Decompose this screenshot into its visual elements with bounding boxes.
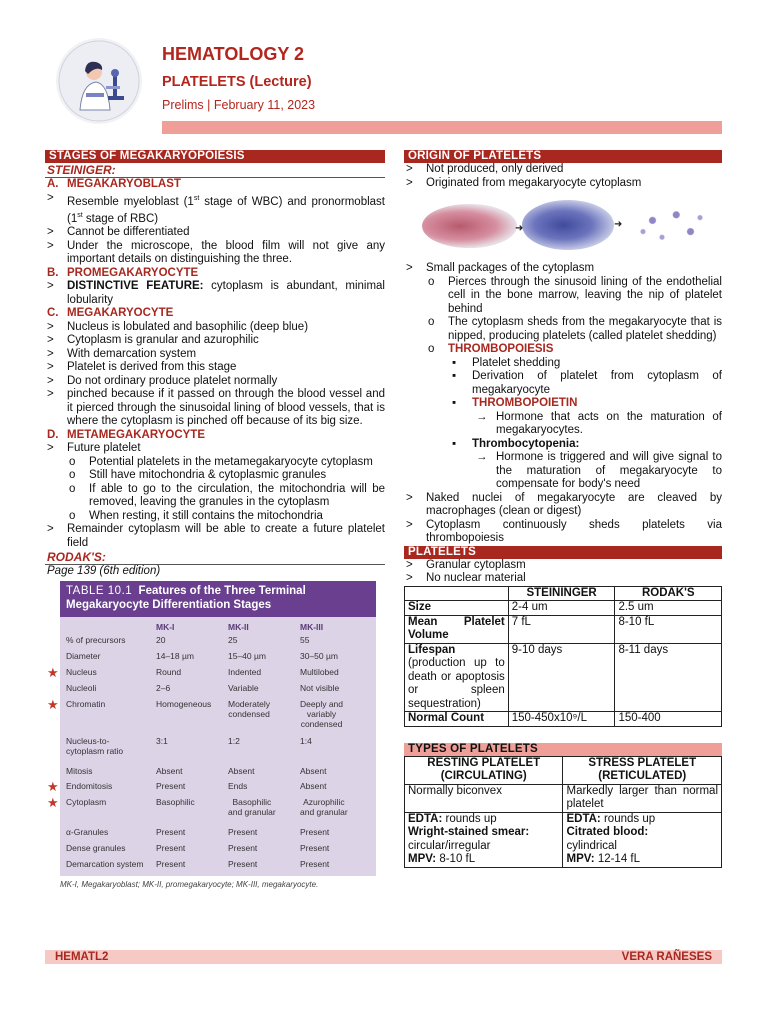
list-subitem: ▪ Platelet shedding (452, 356, 561, 369)
list-item: > With demarcation system (47, 347, 197, 360)
table-row: Size 2-4 um 2.5 um (405, 601, 722, 616)
list-subitem: o When resting, it still contains the mitochondria (69, 509, 323, 522)
star-icon: ★ (47, 696, 59, 712)
stage-a-heading: A. MEGAKARYOBLAST (47, 178, 181, 190)
list-item: > DISTINCTIVE FEATURE: cytoplasm is abundant, minimal lobularity (47, 280, 385, 306)
list-item: > Platelet is derived from this stage (47, 361, 237, 374)
table-10-1: TABLE 10.1 Features of the Three Terminal Megakaryocyte Differentiation Stages MK-I MK-II MK-III % of precursors 20 25 55 Diameter 14–18 µm 15–40 µm 30–50 µm Nucleus Round Indented Multilobed ★ Nucleoli 2–6 Variable Not visible Chromatin Homogeneous Moderately condensed Deeply and variably condensed ★ Nucleus-to- cytoplasm ratio 3:1 1:2 1:4 Mitosis Absent Absent Absent Endomitosis Present Ends Absent ★ Cytoplasm Basophilic Basophilic and granular Azurophilic and granular ★ α-Granules Present Present Present Dense granules Present Present Present Demarcation system Present Present Present (60, 581, 376, 876)
types-of-platelets (404, 743, 722, 868)
column-header: MK-III (300, 621, 324, 632)
list-item: > Originated from megakaryocyte cytoplasm (406, 176, 642, 189)
star-icon: ★ (47, 794, 59, 810)
table-row: Normal Count 150-450x10⁹/L 150-400 (405, 712, 722, 727)
list-item: > Nucleus is lobulated and basophilic (deep blue) (47, 320, 309, 333)
star-icon: ★ (47, 778, 59, 794)
footer-author: VERA RAÑESES (621, 951, 712, 963)
list-subitem: o Still have mitochondria & cytoplasmic granules (69, 469, 327, 482)
section-types-title: TYPES OF PLATELETS (404, 743, 722, 756)
list-item: > No nuclear material (406, 572, 526, 584)
section-stages-title: STAGES OF MEGAKARYOPOIESIS (45, 150, 385, 163)
list-item: > Do not ordinary produce platelet normally (47, 374, 278, 387)
column-header: MK-I (156, 621, 175, 632)
list-item: > Future platelet (47, 442, 141, 455)
list-subitem: ▪ Thrombocytopenia: (452, 437, 580, 450)
list-item: > Granular cytoplasm (406, 558, 526, 571)
list-subitem: o The cytoplasm sheds from the megakaryocyte that is nipped, producing platelets (called platelet shedding) (428, 316, 722, 342)
platelets-image (624, 198, 719, 254)
table-row: EDTA: rounds up Wright-stained smear: circular/irregular MPV: 8-10 fL EDTA: rounds up Citrated blood: cylindrical MPV: 12-14 fL (405, 812, 722, 867)
list-subitem: ▪ Derivation of platelet from cytoplasm of megakaryocyte (452, 370, 722, 396)
list-subitem: o If able to go to the circulation, the mitochondria will be removed, leaving the granules in the cytoplasm (69, 482, 385, 509)
header-bar (162, 121, 722, 134)
table-row: Mean Platelet Volume 7 fL 8-10 fL (405, 615, 722, 643)
platelets-table (404, 586, 722, 727)
list-subitem: o Pierces through the sinusoid lining of the endothelial cell in the bone marrow, leaving the nip of platelet behind (428, 275, 722, 315)
source-steiniger: STEINIGER: (45, 163, 385, 178)
list-item: > Resemble myeloblast (1st stage of WBC) and pronormoblast (1st stage of RBC) (47, 191, 385, 225)
stage-c-heading: C. MEGAKARYOCYTE (47, 307, 174, 320)
document-meta: Prelims | February 11, 2023 (162, 98, 316, 112)
table-footnote: MK-I, Megakaryoblast; MK-II, promegakaryocyte; MK-III, megakaryocyte. (60, 879, 319, 889)
list-item: > Remainder cytoplasm will be able to create a future platelet field (47, 523, 385, 549)
list-item: > Cytoplasm continuously sheds platelets via thrombopoiesis (406, 518, 722, 544)
list-subitem: ▪ THROMBOPOIETIN (452, 397, 578, 409)
table-row: RESTING PLATELET (CIRCULATING) STRESS PLATELET (RETICULATED) (405, 756, 722, 784)
page-reference: Page 139 (6th edition) (47, 565, 161, 578)
section-platelets-title: PLATELETS (404, 546, 722, 559)
arrow-right-icon: ➜ (614, 219, 623, 230)
list-item: > Not produced, only derived (406, 163, 564, 175)
footer-course-code: HEMATL2 (55, 951, 109, 963)
megakaryocyte-image (422, 204, 517, 248)
platelet-types-table (404, 756, 722, 868)
table-row: STEININGER RODAK'S (405, 586, 722, 601)
megakaryocyte-proplatelet-image (522, 200, 614, 250)
table-10-1-column-headers (60, 619, 376, 632)
column-header: MK-II (228, 621, 249, 632)
list-item: > Naked nuclei of megakaryocyte are cleaved by macrophages (clean or digest) (406, 491, 722, 517)
list-item: > pinched because if it passed on through the blood vessel and it pierced through the sinusoidal lining of blood vessels, that is where the cytoplasm is pinched off because of its big size. (47, 388, 385, 428)
list-item: > Cannot be differentiated (47, 226, 190, 239)
source-rodaks: RODAK'S: (45, 550, 385, 565)
page-footer (45, 950, 722, 964)
list-item: > Under the microscope, the blood film will not give any important details on distinguishing the three. (47, 239, 385, 266)
table-row: Normally biconvex Markedly larger than normal platelet (405, 784, 722, 812)
list-subitem: o THROMBOPOIESIS (428, 343, 554, 355)
megakaryocyte-figure (404, 192, 722, 260)
list-subitem: → Hormone is triggered and will give signal to the maturation of megakaryocyte to compensate for body's need (476, 451, 722, 490)
left-column (45, 150, 385, 891)
logo (56, 38, 142, 124)
stage-b-heading: B. PROMEGAKARYOCYTE (47, 266, 199, 279)
list-subitem: → Hormone that acts on the maturation of megakaryocytes. (476, 410, 722, 436)
right-column (404, 150, 722, 868)
table-row: Lifespan (production up to death or apoptosis or spleen sequestration) 9-10 days 8-11 days (405, 643, 722, 712)
document-subtitle: PLATELETS (Lecture) (162, 74, 312, 90)
section-origin-title: ORIGIN OF PLATELETS (404, 150, 722, 163)
arrow-right-icon: ➜ (515, 223, 524, 234)
star-icon: ★ (47, 664, 59, 680)
list-subitem: o Potential platelets in the metamegakaryocyte cytoplasm (69, 455, 373, 468)
stage-d-heading: D. METAMEGAKARYOCYTE (47, 428, 205, 441)
scientist-microscope-icon (56, 38, 142, 124)
table-10-1-header: TABLE 10.1 Features of the Three Terminal Megakaryocyte Differentiation Stages (60, 581, 376, 617)
list-item: > Cytoplasm is granular and azurophilic (47, 334, 259, 347)
page-header (0, 0, 768, 140)
document-title: HEMATOLOGY 2 (162, 44, 305, 64)
list-item: > Small packages of the cytoplasm (406, 262, 595, 274)
